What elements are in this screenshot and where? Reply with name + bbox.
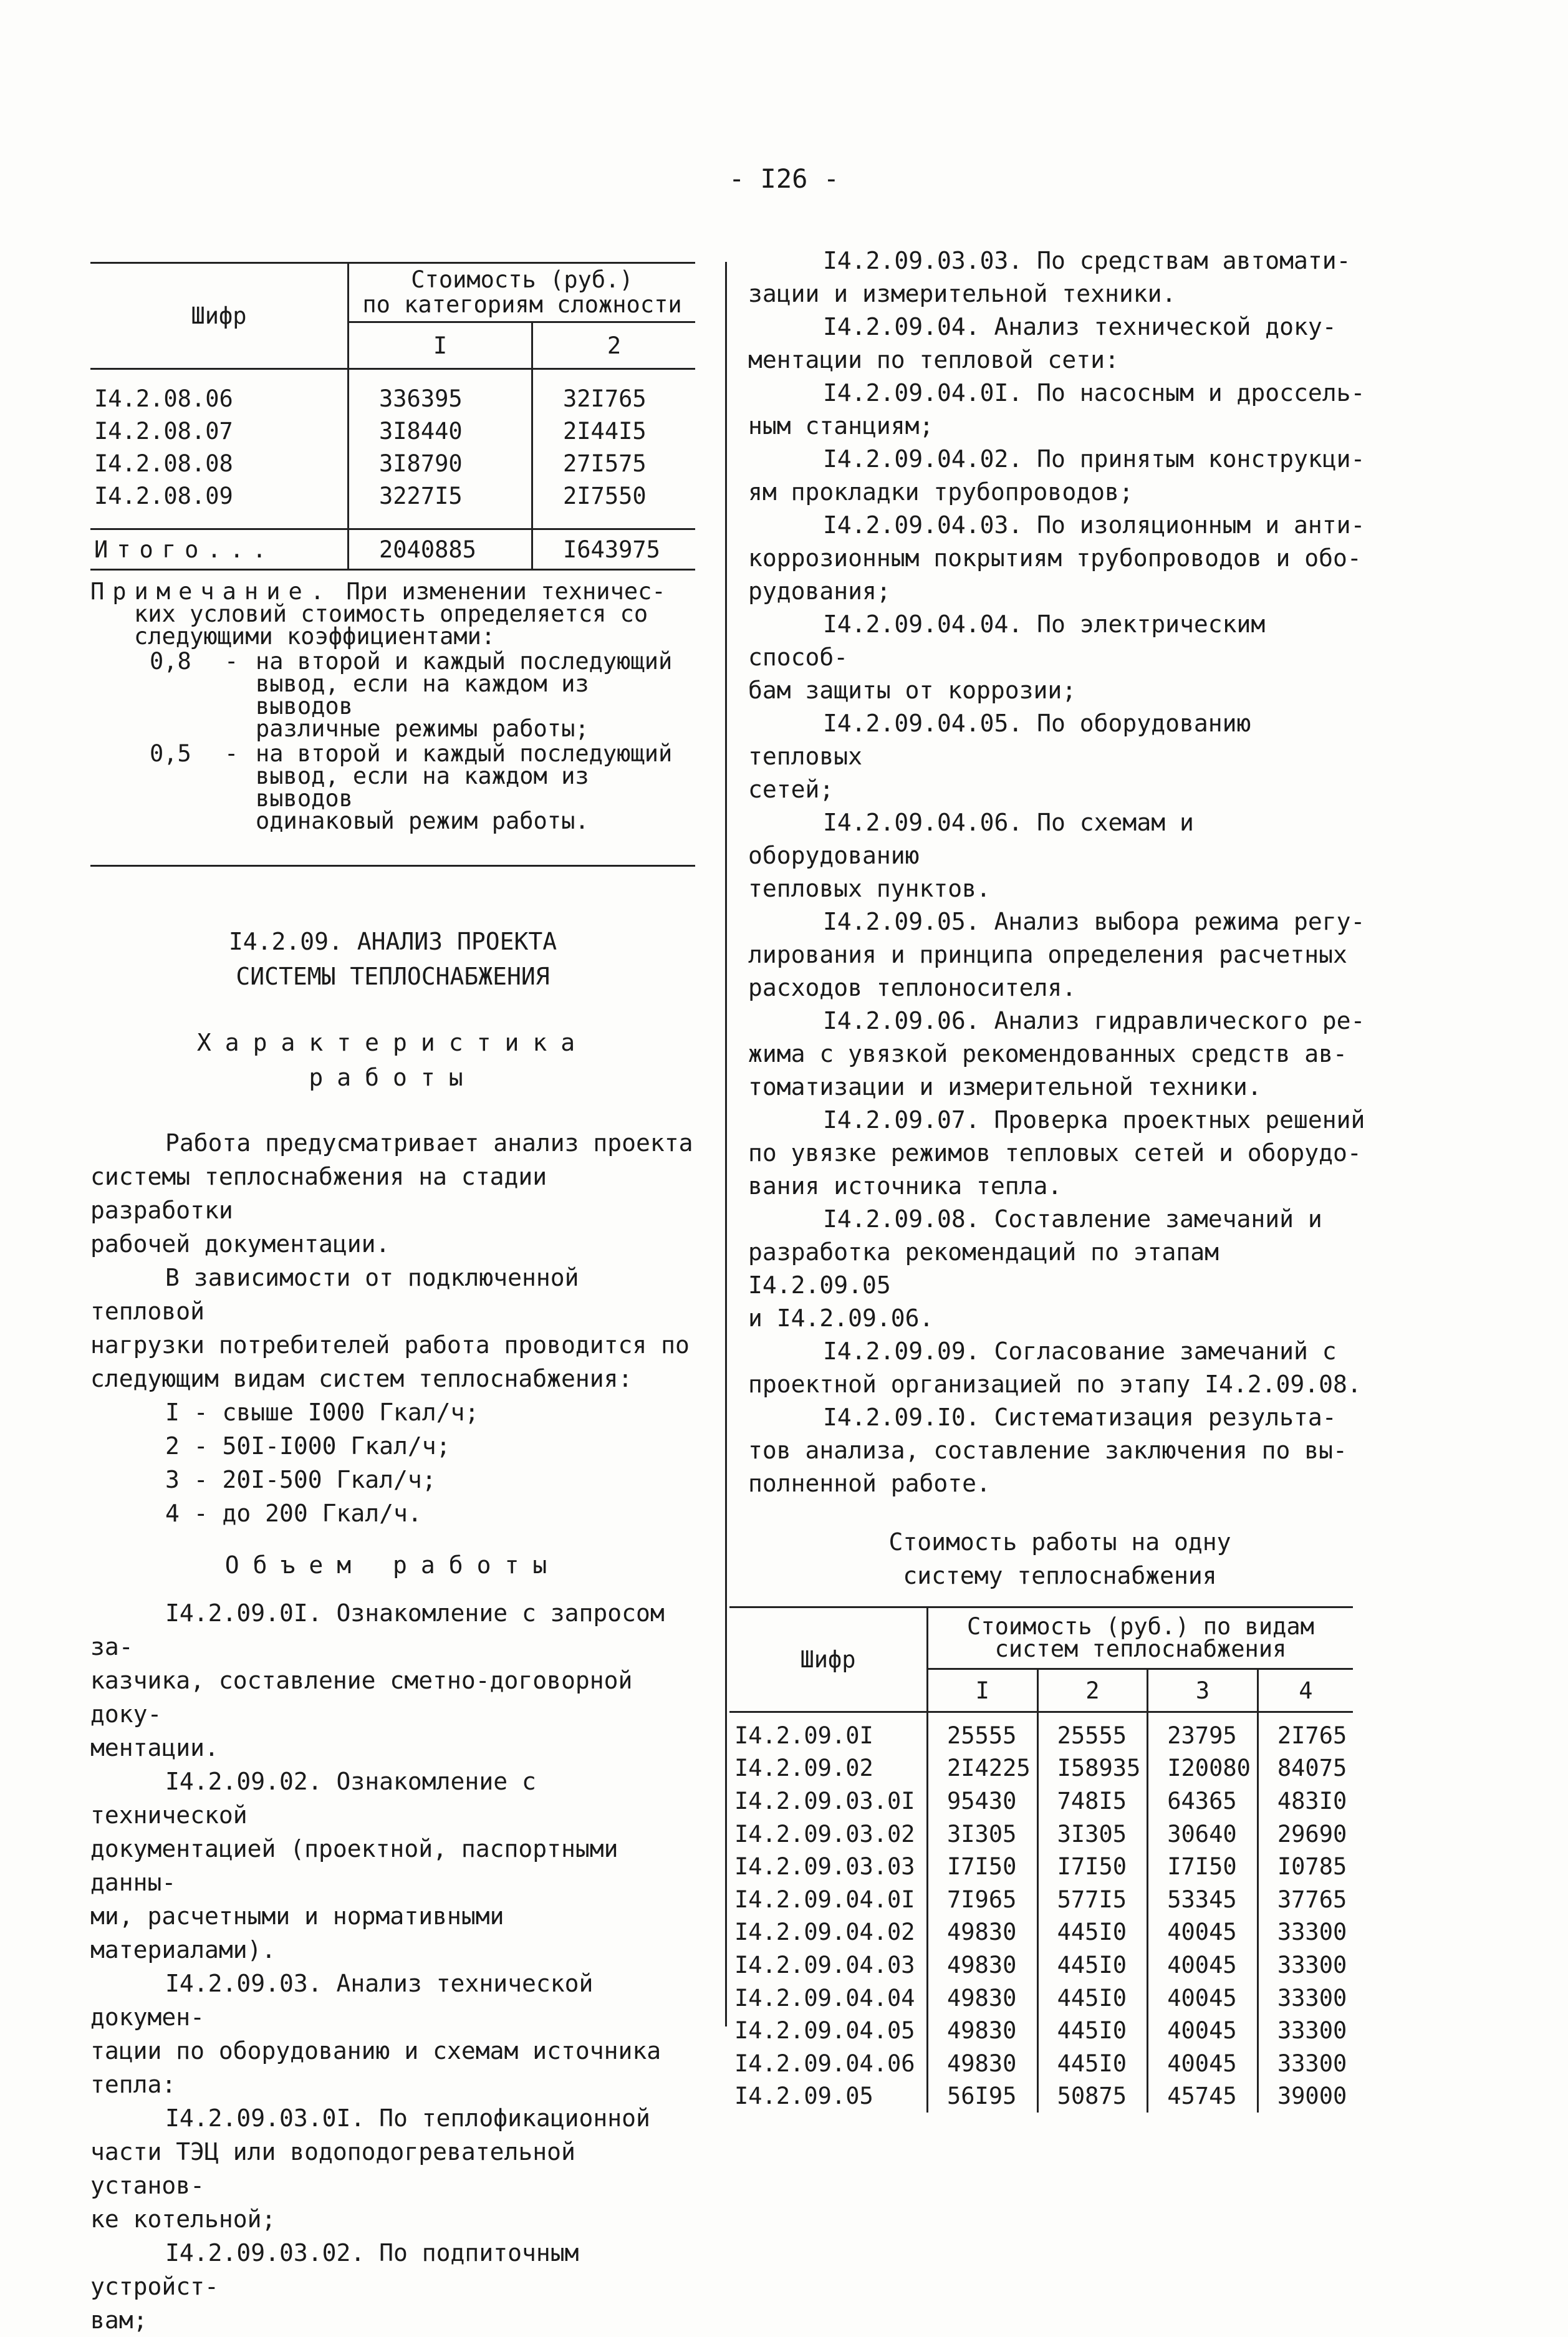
work-item [748, 1203, 1372, 1335]
paragraph-line: ментации. [90, 1734, 219, 1761]
table2-code: I4.2.09.03.02 [734, 1820, 915, 1848]
table2-value: 7I965 [928, 1883, 1038, 1916]
work-scope-heading: Объем работы [224, 1551, 561, 1579]
table2-value: 40045 [1148, 2014, 1258, 2047]
table2-value: I7I50 [928, 1850, 1038, 1883]
table2-code: I4.2.09.04.04 [734, 1984, 915, 2012]
table2-value: 49830 [928, 1949, 1038, 1982]
work-item [90, 1765, 695, 1967]
table2-type-1: I [928, 1669, 1038, 1712]
paragraph-line: рабочей документации. [90, 1230, 390, 1258]
list-item: 4 - до 200 Гкал/ч. [165, 1500, 422, 1527]
table2-value: 49830 [928, 2014, 1038, 2047]
table2-value: 95430 [928, 1785, 1038, 1818]
paragraph-line: лирования и принципа определения расчетных [748, 941, 1347, 968]
paragraph-line: тов анализа, составление заключения по вы- [748, 1437, 1347, 1464]
system-types-list [90, 1395, 695, 1530]
paragraph-line: I4.2.09.07. Проверка проектных решений [823, 1106, 1365, 1134]
table2-value: 33300 [1258, 2014, 1353, 2047]
right-column [734, 244, 1372, 2113]
table2-code: I4.2.09.02 [734, 1755, 873, 1782]
table2-value: 40045 [1148, 1916, 1258, 1949]
characteristic-heading-line: работы [309, 1064, 477, 1091]
separator-line [90, 865, 695, 867]
table2-value: 445I0 [1037, 1949, 1148, 1982]
table1-total-row [90, 529, 695, 570]
table-row [90, 479, 695, 529]
table1-header-shifr: Шифр [90, 263, 349, 369]
paragraph-line: I4.2.09.05. Анализ выбора режима регу- [823, 908, 1365, 935]
paragraph-line: I4.2.09.03.0I. По теплофикационной [165, 2104, 650, 2132]
table1-code: I4.2.08.06 [94, 385, 233, 412]
cost-table-systems [729, 1606, 1353, 2113]
table1-code: I4.2.08.08 [94, 450, 233, 477]
coefficient-value: 0,8 [150, 648, 191, 675]
table-row [90, 369, 695, 415]
paragraph-line: жима с увязкой рекомендованных средств ав- [748, 1040, 1347, 1067]
table2-value: 49830 [928, 1982, 1038, 2015]
paragraph-line: I4.2.09.09. Согласование замечаний с [823, 1337, 1337, 1365]
work-item [90, 1596, 695, 1765]
coefficient-text: на второй и каждый последующий [256, 648, 673, 675]
paragraph-line: расходов теплоносителя. [748, 974, 1077, 1001]
paragraph-line: I4.2.09.I0. Систематизация результа- [823, 1404, 1337, 1431]
table2-header-cost-line2: систем теплоснабжения [994, 1636, 1287, 1662]
paragraph-line: коррозионным покрытиям трубопроводов и обо- [748, 544, 1362, 572]
table-row [729, 1982, 1353, 2015]
work-item [748, 1005, 1372, 1104]
table2-value: 40045 [1148, 1982, 1258, 2015]
table2-value: 49830 [928, 1916, 1038, 1949]
coefficient-text: вывод, если на каждом из выводов [256, 763, 589, 812]
paragraph-line: ным станциям; [748, 412, 934, 440]
table-row [729, 1949, 1353, 1982]
table1-category-2: 2 [532, 322, 696, 369]
table-row [90, 447, 695, 479]
table2-value: 33300 [1258, 2047, 1353, 2080]
table2-type-4: 4 [1258, 1669, 1353, 1712]
table1-header-cost-line1: Стоимость (руб.) [411, 266, 633, 293]
list-item: I - свыше I000 Гкал/ч; [165, 1399, 479, 1426]
paragraph-line: I4.2.09.04.04. По электрическим способ- [748, 610, 1266, 671]
table2-value: 3I305 [1037, 1818, 1148, 1851]
table-row [729, 1752, 1353, 1785]
table-row [729, 1883, 1353, 1916]
table2-value: 445I0 [1037, 1982, 1148, 2015]
paragraph-line: разработка рекомендаций по этапам I4.2.09.05 [748, 1238, 1219, 1299]
table2-code: I4.2.09.04.06 [734, 2050, 915, 2077]
paragraph-line: ке котельной; [90, 2205, 276, 2233]
table2-value: 29690 [1258, 1818, 1353, 1851]
table2-value: 33300 [1258, 1916, 1353, 1949]
table2-value: 56I95 [928, 2080, 1038, 2113]
paragraph-line: вам; [90, 2306, 148, 2334]
table2-value: 33300 [1258, 1982, 1353, 2015]
work-item [90, 1967, 695, 2101]
table2-value: 25555 [1037, 1712, 1148, 1752]
paragraph-line: сетей; [748, 776, 834, 803]
paragraph-line: I4.2.09.04. Анализ технической доку- [823, 313, 1337, 340]
paragraph-line: I4.2.09.04.05. По оборудованию тепловых [748, 710, 1251, 770]
paragraph-line: Работа предусматривает анализ проекта [165, 1129, 693, 1157]
paragraph-line: тепловых пунктов. [748, 875, 991, 902]
table1-value: 336395 [349, 369, 532, 415]
table2-header-cost [928, 1607, 1354, 1669]
work-item [90, 2236, 695, 2337]
work-item [748, 244, 1372, 311]
table2-caption-line: систему теплоснабжения [903, 1562, 1217, 1589]
table2-value: 2I765 [1258, 1712, 1353, 1752]
note-text: следующими коэффициентами: [134, 623, 496, 650]
table2-code: I4.2.09.04.05 [734, 2017, 915, 2045]
table2-value: I58935 [1037, 1752, 1148, 1785]
list-item: 3 - 20I-500 Гкал/ч; [165, 1466, 436, 1493]
table2-code: I4.2.09.03.03 [734, 1853, 915, 1881]
work-item [748, 443, 1372, 509]
table2-value: I7I50 [1037, 1850, 1148, 1883]
paragraph-line: тепла: [90, 2071, 176, 2098]
work-item [748, 1401, 1372, 1500]
list-item: 2 - 50I-I000 Гкал/ч; [165, 1432, 451, 1460]
table1-header-cost [349, 263, 696, 322]
table2-value: 3I305 [928, 1818, 1038, 1851]
paragraph-line: системы теплоснабжения на стадии разработки [90, 1163, 547, 1224]
table1-value: 3I8440 [349, 415, 532, 447]
table-row [729, 1785, 1353, 1818]
table2-value: 64365 [1148, 1785, 1258, 1818]
table2-caption-line: Стоимость работы на одну [888, 1528, 1231, 1556]
paragraph-line: В зависимости от подключенной тепловой [90, 1264, 579, 1325]
paragraph-line: I4.2.09.04.06. По схемам и оборудованию [748, 809, 1194, 869]
table-row [729, 2080, 1353, 2113]
table-row [729, 1818, 1353, 1851]
table1-total-value: 2040885 [349, 529, 532, 570]
table1-value: 2I7550 [532, 479, 696, 529]
table2-code: I4.2.09.03.0I [734, 1787, 915, 1814]
table-row [729, 1850, 1353, 1883]
table1-total-label: Итого... [90, 529, 349, 570]
paragraph-line: I4.2.09.08. Составление замечаний и [823, 1205, 1322, 1233]
work-item [748, 1104, 1372, 1203]
table2-header-cost-line1: Стоимость (руб.) по видам [967, 1613, 1314, 1640]
table2-value: 53345 [1148, 1883, 1258, 1916]
table2-value: 84075 [1258, 1752, 1353, 1785]
table2-code: I4.2.09.04.0I [734, 1886, 915, 1913]
work-item [748, 707, 1372, 806]
paragraph-line: томатизации и измерительной техники. [748, 1073, 1262, 1101]
paragraph-line: I4.2.09.04.03. По изоляционным и анти- [823, 511, 1365, 539]
table-row [729, 2014, 1353, 2047]
paragraph-line: части ТЭЦ или водоподогревательной установ- [90, 2138, 575, 2199]
table2-value: 40045 [1148, 2047, 1258, 2080]
coefficient-value: 0,5 [150, 740, 191, 767]
table2-code: I4.2.09.04.03 [734, 1951, 915, 1978]
table2-value: 25555 [928, 1712, 1038, 1752]
paragraph-line: по увязке режимов тепловых сетей и оборудо- [748, 1139, 1362, 1167]
work-item [748, 608, 1372, 707]
table1-value: 27I575 [532, 447, 696, 479]
table2-value: 45745 [1148, 2080, 1258, 2113]
left-column [90, 262, 695, 2337]
table2-code: I4.2.09.05 [734, 2083, 873, 2110]
coefficient-text: на второй и каждый последующий [256, 740, 673, 767]
paragraph [90, 1261, 695, 1395]
table1-value: 3227I5 [349, 479, 532, 529]
coefficient-text: вывод, если на каждом из выводов [256, 670, 589, 720]
work-item [748, 1335, 1372, 1401]
table1-note [90, 578, 695, 834]
paragraph-line: рудования; [748, 577, 891, 605]
table2-value: 2I4225 [928, 1752, 1038, 1785]
table2-type-3: 3 [1148, 1669, 1258, 1712]
column-divider [725, 262, 727, 2026]
table1-value: 32I765 [532, 369, 696, 415]
table2-caption [748, 1525, 1372, 1593]
paragraph-line: и I4.2.09.06. [748, 1304, 934, 1332]
paragraph-line: I4.2.09.02. Ознакомление с технической [90, 1768, 536, 1829]
coefficient-text: различные режимы работы; [256, 715, 589, 742]
paragraph-line: нагрузки потребителей работа проводится по [90, 1331, 690, 1359]
table2-code: I4.2.09.04.02 [734, 1919, 915, 1946]
section-title [90, 924, 695, 994]
table2-value: 33300 [1258, 1949, 1353, 1982]
work-item [90, 2101, 695, 2236]
section-title-line: I4.2.09. АНАЛИЗ ПРОЕКТА [228, 928, 557, 955]
table2-type-2: 2 [1037, 1669, 1148, 1712]
table2-value: 577I5 [1037, 1883, 1148, 1916]
table1-total-value: I643975 [532, 529, 696, 570]
table-row [729, 2047, 1353, 2080]
work-item [748, 377, 1372, 443]
table2-value: 39000 [1258, 2080, 1353, 2113]
table1-category-1: I [349, 322, 532, 369]
coefficient-text: одинаковый режим работы. [256, 807, 589, 834]
note-text: ких условий стоимость определяется со [134, 600, 648, 627]
paragraph-line: I4.2.09.04.02. По принятым конструкци- [823, 445, 1365, 473]
note-text: При изменении техничес- [346, 578, 666, 605]
paragraph-line: документацией (проектной, паспортными данны- [90, 1835, 618, 1896]
characteristic-heading-line: Характеристика [196, 1029, 589, 1056]
table2-header-shifr: Шифр [729, 1607, 928, 1712]
paragraph-line: I4.2.09.03. Анализ технической докумен- [90, 1970, 594, 2031]
paragraph-line: ментации по тепловой сети: [748, 346, 1119, 373]
paragraph-line: ям прокладки трубопроводов; [748, 478, 1133, 506]
coefficient-item: 0,5 - на второй и каждый последующий вывод, если на каждом из выводов одинаковый режим работы. [90, 743, 695, 832]
work-item [748, 509, 1372, 608]
table2-value: 50875 [1037, 2080, 1148, 2113]
table1-value: 3I8790 [349, 447, 532, 479]
paragraph-line: I4.2.09.06. Анализ гидравлического ре- [823, 1007, 1365, 1034]
paragraph-line: проектной организацией по этапу I4.2.09.08. [748, 1371, 1362, 1398]
table2-value: 445I0 [1037, 2047, 1148, 2080]
paragraph-line: тации по оборудованию и схемам источника [90, 2037, 661, 2065]
paragraph [90, 1126, 695, 1261]
table2-value: 40045 [1148, 1949, 1258, 1982]
table2-body [729, 1712, 1353, 2113]
table2-value: I0785 [1258, 1850, 1353, 1883]
paragraph-line: полненной работе. [748, 1470, 991, 1497]
work-item [748, 311, 1372, 377]
table2-value: 483I0 [1258, 1785, 1353, 1818]
cost-table-categories [90, 262, 695, 571]
table1-value: 2I44I5 [532, 415, 696, 447]
paragraph-line: ми, расчетными и нормативными материалами). [90, 1902, 504, 1964]
table-row [729, 1712, 1353, 1752]
paragraph-line: I4.2.09.0I. Ознакомление с запросом за- [90, 1599, 665, 1660]
paragraph-line: следующим видам систем теплоснабжения: [90, 1365, 633, 1392]
table2-value: 445I0 [1037, 1916, 1148, 1949]
paragraph-line: зации и измерительной техники. [748, 280, 1176, 307]
work-item [748, 905, 1372, 1005]
table2-value: 748I5 [1037, 1785, 1148, 1818]
paragraph-line: I4.2.09.03.02. По подпиточным устройст- [90, 2239, 579, 2300]
table2-value: I20080 [1148, 1752, 1258, 1785]
table2-value: 30640 [1148, 1818, 1258, 1851]
paragraph-line: бам защиты от коррозии; [748, 677, 1077, 704]
paragraph-line: I4.2.09.03.03. По средствам автомати- [823, 247, 1351, 274]
paragraph-line: казчика, составление сметно-договорной доку- [90, 1667, 633, 1728]
table2-value: 445I0 [1037, 2014, 1148, 2047]
table1-code: I4.2.08.09 [94, 482, 233, 509]
paragraph-line: вания источника тепла. [748, 1172, 1062, 1200]
table-row [729, 1916, 1353, 1949]
table-row [90, 415, 695, 447]
table1-header-cost-line2: по категориям сложности [362, 291, 682, 318]
table2-value: 37765 [1258, 1883, 1353, 1916]
note-label: Примечание. [90, 578, 333, 605]
table2-value: 23795 [1148, 1712, 1258, 1752]
table2-value: I7I50 [1148, 1850, 1258, 1883]
table2-code: I4.2.09.0I [734, 1722, 873, 1749]
coefficient-item: 0,8 - на второй и каждый последующий вывод, если на каждом из выводов различные режимы работы; [90, 650, 695, 740]
table1-code: I4.2.08.07 [94, 417, 233, 445]
table2-value: 49830 [928, 2047, 1038, 2080]
section-title-line: СИСТЕМЫ ТЕПЛОСНАБЖЕНИЯ [236, 963, 550, 990]
characteristic-heading [90, 1025, 695, 1095]
paragraph-line: I4.2.09.04.0I. По насосным и дроссель- [823, 379, 1365, 407]
work-item [748, 806, 1372, 905]
page-number: - I26 - [728, 163, 839, 194]
